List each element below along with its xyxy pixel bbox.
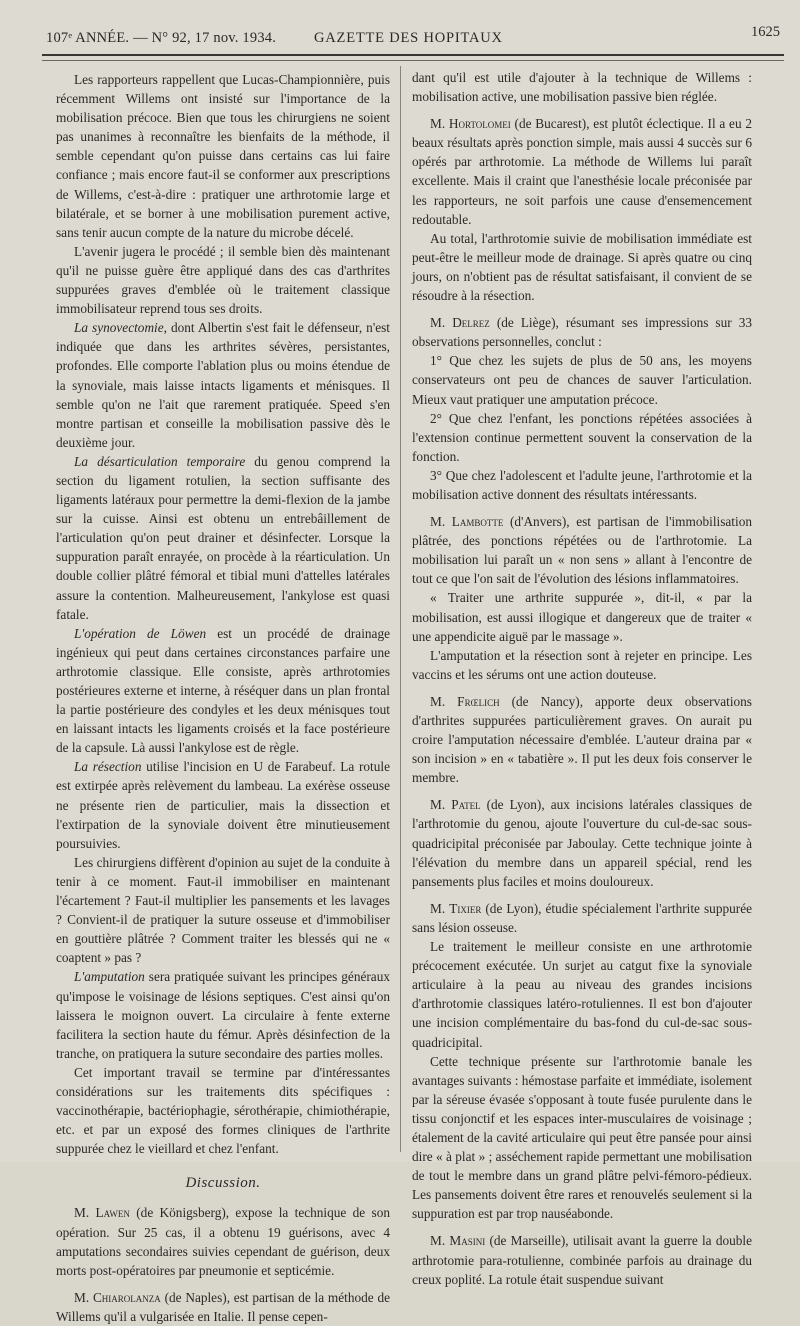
paragraph: La désarticulation temporaire du genou comprend la section du ligament rotulien, la section suffisante des ligaments latéraux pour permettre la demi-flexion de la jambe sur la cuisse. Ainsi est obtenu un entrebâillement de l'articulation qu'on peut drainer et désinfecter. Lorsque la suppuration paraît enrayée, on procède à la réarticulation. Un double collier plâtré fémoral et tibial muni d'attelles latérales assure la contention. Malheureusement, l'ankylose est quasi fatale. xyxy=(56,453,390,622)
paragraph: Cette technique présente sur l'arthrotomie banale les avantages suivants : hémostase parfaite et immédiate, isolement par la séreuse évasée s'opposant à toute fusée purulente dans le tissu conjonctif et les espaces inter-musculaires de voisinage ; étalement de la cavité articulaire qui peut être pansée pour ainsi dire « à plat » ; asséchement rapide permettant une mobilisation de tout le membre dans un grand plâtre pelvi-fémoro-pédieux. Les pansements doivent être rares et renouvelés seulement si la suppuration est par trop nauséabonde. xyxy=(412,1053,752,1222)
paragraph: L'amputation sera pratiquée suivant les principes généraux qu'impose le voisinage de lésions septiques. C'est ainsi qu'on laissera le moignon ouvert. La circulaire à fente externe facilitera la section haute du fémur. Après désinfection de la tranche, on pratiquera la suture secondaire des parties molles. xyxy=(56,969,390,1061)
term: La synovectomie, xyxy=(74,320,167,336)
paragraph: dant qu'il est utile d'ajouter à la technique de Willems : mobilisation active, une mobilisation passive bien réglée. xyxy=(412,70,752,105)
author-name: Lambotte xyxy=(451,514,504,530)
author-name: Patel xyxy=(451,797,481,813)
paragraph: M. Masini (de Marseille), utilisait avant la guerre la double arthrotomie para-rotulienne, combinée parfois au drainage du creux poplité. La rotule était suspendue suivant xyxy=(412,1233,753,1287)
paragraph: M. Hortolomei (de Bucarest), est plutôt éclectique. Il a eu 2 beaux résultats après ponction simple, mais aussi 4 succès sur 6 opérés par arthrotomie. La méthode de Willems lui paraît excellente. Mais il craint que l'anesthésie locale préconisée par les rapporteurs, ne soit parfois une cause d'ensemencement redoutable. xyxy=(412,116,752,227)
author-name: Delrez xyxy=(452,315,490,331)
header-rule xyxy=(42,54,784,56)
page-header xyxy=(42,22,784,52)
paragraph: M. Delrez (de Liège), résumant ses impressions sur 33 observations personnelles, conclut : xyxy=(412,315,753,350)
paragraph: M. Frœlich (de Nancy), apporte deux observations d'arthrites suppurées particulièrement graves. On aurait pu croire l'amputation nécessaire d'emblée. L'auteur draina par « son incision » en « tabatière ». Il put les deux fois conserver le membre. xyxy=(412,693,752,786)
paragraph: L'amputation et la résection sont à rejeter en principe. Les vaccins et les sérums ont une action douteuse. xyxy=(412,647,752,682)
paragraph: La résection utilise l'incision en U de Farabeuf. La rotule est extirpée après relèvement du lambeau. La exérèse osseuse ne présente rien de particulier, mais la dissection et l'extirpation de la synoviale doivent être minutieusement poursuivies. xyxy=(56,759,390,851)
author-name: Tixier xyxy=(449,900,482,916)
paragraph: L'avenir jugera le procédé ; il semble bien dès maintenant qu'il ne puisse guère être appliqué dans des cas d'arthrites suppurées graves d'emblée où le traitement classique immobilisateur reprend tous ses droits. xyxy=(56,243,390,317)
paragraph: Le traitement le meilleur consiste en une arthrotomie précocement exécutée. Un surjet au catgut fixe la synoviale articulaire à la peau au niveau des grandes incisions d'arthrotomie classiques latéro-rotuliennes. Il est bon d'ajouter une incision complémentaire du bas-fond du cul-de-sac sous-quadricipital. xyxy=(412,939,752,1050)
journal-title: GAZETTE DES HOPITAUX xyxy=(314,30,503,46)
paragraph: Les chirurgiens diffèrent d'opinion au sujet de la conduite à tenir à ce moment. Faut-il immobiliser en maintenant l'écartement ? Faut-il multiplier les pansements et les lavages ? Convient-il de pratiquer la suture osseuse et d'immobiliser en gouttière plâtrée ? Comment traiter les blessés qui ne « coaptent » pas ? xyxy=(56,854,390,966)
paragraph: M. Lawen (de Königsberg), expose la technique de son opération. Sur 25 cas, il a obtenu 19 guérisons, avec 4 amputations secondaires suivies cependant de guérison, deux morts post-opératoires par pneumonie et septicémie. xyxy=(56,1205,390,1278)
left-column xyxy=(56,70,390,1326)
section-heading: Discussion. xyxy=(185,1175,261,1192)
paragraph: Au total, l'arthrotomie suivie de mobilisation immédiate est peut-être le meilleur mode de drainage. Si après quatre ou cinq jours, on n'obtient pas de résultat satisfaisant, il convient de se résoudre à la résection. xyxy=(412,230,752,304)
list-item: 3° Que chez l'adolescent et l'adulte jeune, l'arthrotomie et la mobilisation active donnent des résultats intéressants. xyxy=(412,467,752,502)
paragraph: M. Patel (de Lyon), aux incisions latérales classiques de l'arthrotomie du genou, ajoute l'ouverture du cul-de-sac sous-quadricipital préconisée par Jaboulay. Cette technique jointe à l'élévation du membre dans un appareil spécial, rend les pansements plus faciles et moins douloureux. xyxy=(412,797,753,889)
author-name: Masini xyxy=(449,1233,486,1249)
paragraph: Les rapporteurs rappellent que Lucas-Championnière, puis récemment Willems ont insisté sur l'importance de la mobilisation précoce. Bien que tous les chirurgiens ne soient pas unanimes à reconnaître les bienfaits de la méthode, il semble cependant qu'on puisse dans certains cas lui faire confiance ; mais encore faut-il se conformer aux prescriptions de Willems, c'est-à-dire : pratiquer une arthrotomie large et bilatérale, et se borner à une mobilisation purement active, sans tenir aucun compte de la nature du microbe décelé. xyxy=(56,72,390,240)
paragraph: Cet important travail se termine par d'intéressantes considérations sur les traitements dits spécifiques : vaccinothérapie, bactériophagie, sérothérapie, chimiothérapie, etc. et par un exposé des formes cliniques de l'arthrite suppurée chez le vieillard et chez l'enfant. xyxy=(56,1064,390,1157)
page-number: 1625 xyxy=(751,24,780,40)
author-name: Chiarolanza xyxy=(92,1289,161,1305)
term: L'opération de Löwen xyxy=(74,625,207,641)
paragraph: La synovectomie, dont Albertin s'est fait le défenseur, n'est indiquée que dans les arthrites sévères, persistantes, profondes. Elle comporte l'ablation plus ou moins étendue de la synoviale, mais laisse intacts ligaments et ménisques. Il semble qu'on ne l'ait que rarement pratiquée. Speed s'en montre partisan et conseille la mobilisation passive dès le deuxième jour. xyxy=(56,320,390,450)
column-separator xyxy=(400,66,401,1152)
list-item: 1° Que chez les sujets de plus de 50 ans, les moyens conservateurs ont peu de chances de sauver l'articulation. Mieux vaut pratiquer une amputation précoce. xyxy=(412,353,752,407)
header-rule-thin xyxy=(42,60,784,61)
author-name: Hortolomei xyxy=(448,116,511,132)
quote: « Traiter une arthrite suppurée », dit-il, « par la mobilisation, est aussi illogique et dangereux que de traiter « une appendicite aiguë par le massage ». xyxy=(412,590,752,644)
author-name: Lawen xyxy=(95,1205,130,1221)
list-item: 2° Que chez l'enfant, les ponctions répétées associées à l'extension continue permettent souvent la conservation de la fonction. xyxy=(412,410,752,464)
term: La résection xyxy=(74,759,142,775)
term: L'amputation xyxy=(74,969,145,985)
right-column xyxy=(412,68,752,1289)
term: La désarticulation temporaire xyxy=(74,453,246,469)
paragraph: M. Lambotte (d'Anvers), est partisan de l'immobilisation plâtrée, des ponctions répétées ou de l'arthrotomie. La mobilisation lui paraît un « non sens » allant à l'encontre de tout ce que l'on sait de l'évolution des lésions inflammatoires. xyxy=(412,514,752,587)
paragraph: M. Tixier (de Lyon), étudie spécialement l'arthrite suppurée sans lésion osseuse. xyxy=(412,900,752,935)
issue-info: 107ᵉ ANNÉE. — N° 92, 17 nov. 1934. xyxy=(46,30,277,46)
author-name: Frœlich xyxy=(457,693,500,709)
paragraph: M. Chiarolanza (de Naples), est partisan de la méthode de Willems qu'il a vulgarisée en Italie. Il pense cepen- xyxy=(56,1289,391,1324)
paragraph: L'opération de Löwen est un procédé de drainage ingénieux qui peut dans certaines circonstances parfaire une arthrotomie classique. Elle consiste, après arthrotomies postérieures externe et interne, à réséquer dans un plan frontal la partie postérieure des condyles et les deux ménisques tout en laissant intacts les ligaments croisés et la face postérieure de la capsule. Là aussi l'ankylose est de règle. xyxy=(56,625,390,756)
